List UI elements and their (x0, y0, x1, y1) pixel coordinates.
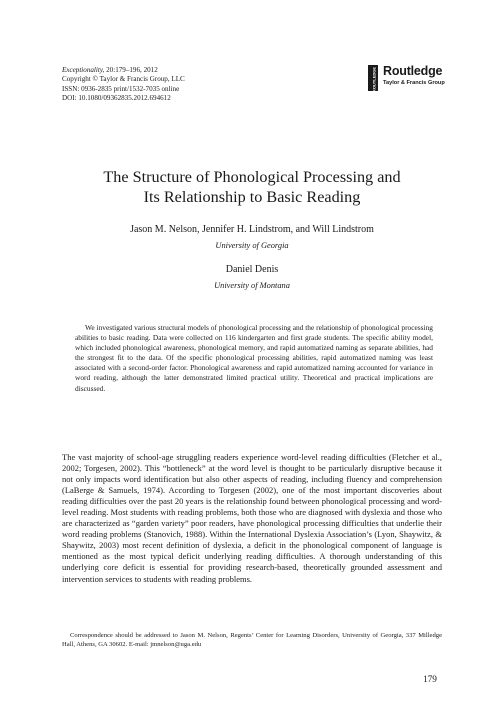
logo-brand: Routledge (383, 64, 443, 78)
journal-citation (62, 66, 185, 75)
page-number: 179 (423, 675, 437, 685)
footnote-text: Correspondence should be addressed to Jason M. Nelson, Regents’ Center for Learning Disorders, University of Georgia, 337 Milledge Hall, Athens, GA 30602. E-mail: jmnelson@uga.edu (62, 632, 442, 648)
abstract-text: We investigated various structural models of phonological processing and the relationship of phonological processing abilities to basic reading. Data were collected on 116 kindergarten and first grade students. The specific ability model, which included phonological awareness, phonological memory, and rapid automatized naming as separate abilities, had the strongest fit to the data. Of the specific phonological processing abilities, rapid automatized naming was least associated with a second-order factor. Phonological awareness and rapid automatized naming accounted for variance in word reading, although the latter demonstrated limited practical utility. Theoretical and practical implications are discussed. (75, 323, 433, 393)
author-2: Daniel Denis (225, 264, 279, 275)
doi-line: DOI: 10.1080/09362835.2012.694612 (62, 94, 171, 103)
affiliation-1: University of Georgia (215, 241, 289, 250)
volume-pages: 20:179–196, 2012 (104, 66, 158, 74)
body-text: The vast majority of school-age struggling readers experience word-level reading difficulties (Fletcher et al., 2002; Torgesen, 2002). This “bottleneck” at the word level is thought to be particularly disruptive because it not only impacts word identification but also other aspects of reading, including fluency and comprehension (LaBerge & Samuels, 1974). According to Torgesen (2002), one of the most important discoveries about reading difficulties over the past 20 years is the relationship found between phonological processing and word-level reading. Most students with reading problems, both those who are diagnosed with dyslexia and those who are characterized as “garden variety” poor readers, have phonological processing difficulties that underlie their word reading problems (Stanovich, 1988). Within the International Dyslexia Association’s (Lyon, Shaywitz, & Shaywitz, 2003) most recent definition of dyslexia, a deficit in the phonological component of language is mentioned as the most typical deficit underlying reading difficulties. A thorough understanding of this underlying core deficit is essential for providing research-based, theoretically grounded assessment and intervention services to students with reading problems. (62, 452, 442, 584)
journal-metadata (62, 66, 185, 104)
author-list: Jason M. Nelson, Jennifer H. Lindstrom, and Will Lindstrom (130, 224, 374, 235)
copyright-line: Copyright © Taylor & Francis Group, LLC (62, 75, 185, 84)
publisher-logo (368, 65, 458, 91)
body-paragraph (62, 452, 442, 585)
article-title: The Structure of Phonological Processing and Its Relationship to Basic Reading (103, 168, 401, 206)
logo-subtitle: Taylor & Francis Group (383, 80, 445, 86)
abstract (75, 323, 433, 394)
correspondence-footnote (62, 631, 442, 649)
issn-line: ISSN: 0936-2835 print/1532-7035 online (62, 84, 180, 93)
journal-name: Exceptionality, (62, 66, 105, 74)
logo-bar-icon: ROUTLEDGE (368, 65, 378, 91)
affiliation-2: University of Montana (214, 281, 290, 290)
